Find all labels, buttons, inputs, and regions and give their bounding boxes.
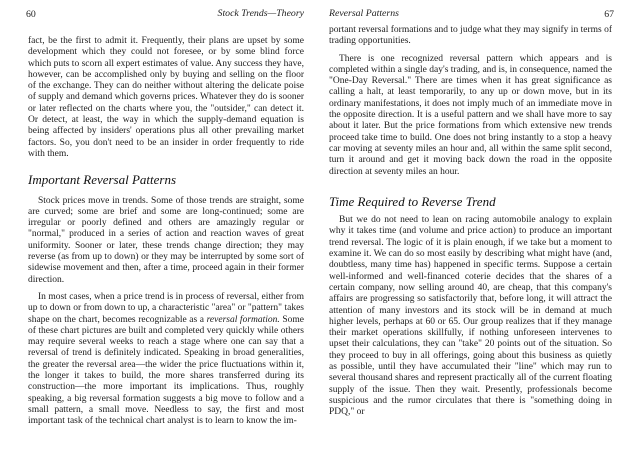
left-running-header: [28, 8, 304, 20]
left-page-body: [28, 36, 304, 451]
right-paragraph-3: But we do not need to lean on racing automobile analogy to explain why it takes time (and volume and price action) to produce an important trend reversal. The logic of it is plain enough, if we take but a moment to examine it. We can do so most easily by describing what might have (and, doubtless, many time has) happened in specific terms. Suppose a certain well-informed and well-financed coterie decides that the shares of a certain company, now selling around 40, are cheap, that this company's affairs are progressing so satisfactorily that, before long, it will attract the attention of many investors and its stock will be in demand at much higher levels, perhaps at 60 or 65. Our group realizes that if they manage their market operations skillfully, if nothing unforeseen intervenes to upset their calculations, they can "take" 20 points out of the situation. So they proceed to buy in all offerings, going about this business as quietly as possible, until they have accumulated their "line" which may run to several thousand shares and represent practically all of the current floating supply of the issue. Then they wait. Presently, professionals become suspicious and the rumor circulates that there is "something doing in PDQ," or: [329, 215, 612, 418]
right-running-head-title: Reversal Patterns: [329, 8, 399, 19]
right-page-body: [329, 25, 612, 451]
left-paragraph-3-part-b: Some of these chart pictures are built and completed very quickly while others may require several weeks to reach a stage where one can say that a reversal of trend is definitely indicated. Speaking in broad generalities, the greater the reversal area—the wider the price fluctuations within it, the longer it takes to build, the more shares transferred during its construction—the more important its implications. Thus, roughly speaking, a big reversal formation suggests a big move to follow and a small pattern, a small move. Needless to say, the first and most important task of the technical chart analyst is to learn to know the im-: [28, 314, 304, 427]
left-page-number: 60: [26, 9, 36, 20]
right-page-number: 67: [604, 9, 614, 20]
left-paragraph-3: [28, 292, 304, 428]
right-running-header: [329, 8, 612, 20]
section-heading-time-required: Time Required to Reverse Trend: [329, 193, 496, 209]
left-running-head-title: Stock Trends—Theory: [217, 8, 304, 19]
left-paragraph-2: Stock prices move in trends. Some of those trends are straight, some are curved; some are brief and some are long-continued; some are irregular or poorly defined and others are amazingly regular or "normal," produced in a series of action and reaction waves of great uniformity. Sooner or later, these trends change direction; they may reverse (as from up to down) or they may be interrupted by some sort of sidewise movement and then, after a time, proceed again in their former direction.: [28, 195, 304, 285]
left-page: [28, 0, 304, 451]
right-page: [329, 0, 612, 451]
section-heading-important-reversal-patterns: Important Reversal Patterns: [28, 172, 177, 188]
right-paragraph-1: portant reversal formations and to judge what they may signify in terms of trading opportunities.: [329, 25, 612, 47]
reversal-formation-term: reversal formation.: [206, 314, 280, 325]
left-paragraph-3-part-a: In most cases, when a price trend is in process of reversal, either from up to down or from down to up, a characteristic "area" or "pattern" takes shape on the chart, becomes recognizable as a: [28, 291, 304, 325]
left-paragraph-1: fact, be the first to admit it. Frequently, their plans are upset by some development which they could not foresee, or by some blind force which puts to scorn all expert estimates of value. Any success they have, however, can be accomplished only by buying and selling on the floor of the exchange. They can do neither without altering the delicate poise of supply and demand which governs prices. Whatever they do is sooner or later reflected on the charts where you, the "outsider," can detect it. Or detect, at least, the way in which the supply-demand equation is being affected by insiders' operations plus all other prevailing market factors. So, you don't need to be an insider in order frequently to ride with them.: [28, 36, 304, 159]
right-paragraph-2: There is one recognized reversal pattern which appears and is completed within a single day's trading, and is, in consequence, named the "One-Day Reversal." There are times when it has great significance as calling a halt, at least temporarily, to any up or down move, but in its ordinary manifestations, it does not imply much of an immediate move in the opposite direction. It is a useful pattern and we shall have more to say about it later. But the price formations from which extensive new trends proceed take time to build. One does not bring instantly to a stop a heavy car moving at seventy miles an hour and, all within the same split second, turn it around and get it moving back down the road in the opposite direction at seventy miles an hour.: [329, 53, 612, 177]
